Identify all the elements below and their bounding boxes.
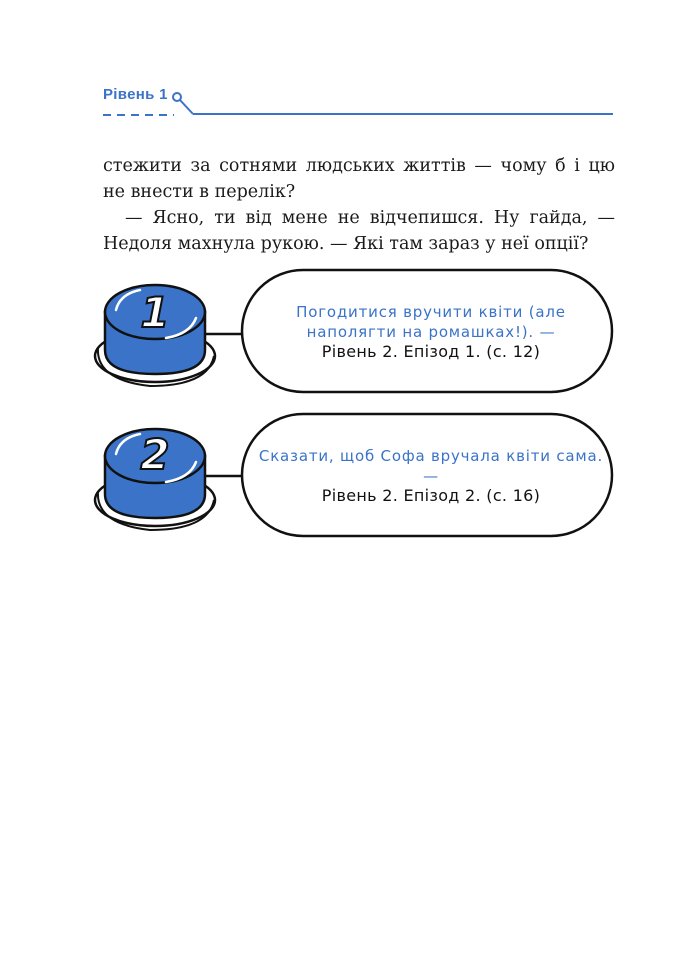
level-label: Рівень 1	[103, 86, 168, 103]
choice-description: Погодитися вручити квіти (але наполягти на ромашках!). —	[296, 303, 566, 341]
paragraph: стежити за сотнями людських життів — чому б і цю не внести в перелік?	[103, 156, 615, 202]
choice-link[interactable]: Рівень 2. Епізод 2. (с. 16)	[321, 486, 541, 505]
choice-option-2[interactable]	[0, 412, 694, 552]
choice-number: 2	[140, 430, 170, 479]
choice-option-1[interactable]	[0, 268, 694, 408]
choice-description: Сказати, щоб Софа вручала квіти сама. —	[258, 447, 604, 485]
paragraph: — Ясно, ти від мене не відчепишся. Ну гайда, — Недоля махнула рукою. — Які там зараз у неї опції?	[103, 208, 615, 254]
choice-text	[250, 302, 612, 362]
choice-text	[250, 446, 612, 506]
header-decoration	[0, 0, 694, 130]
choice-link[interactable]: Рівень 2. Епізод 1. (с. 12)	[321, 342, 541, 361]
page-header	[0, 0, 694, 130]
body-text	[103, 153, 615, 257]
choice-number: 1	[140, 288, 170, 337]
